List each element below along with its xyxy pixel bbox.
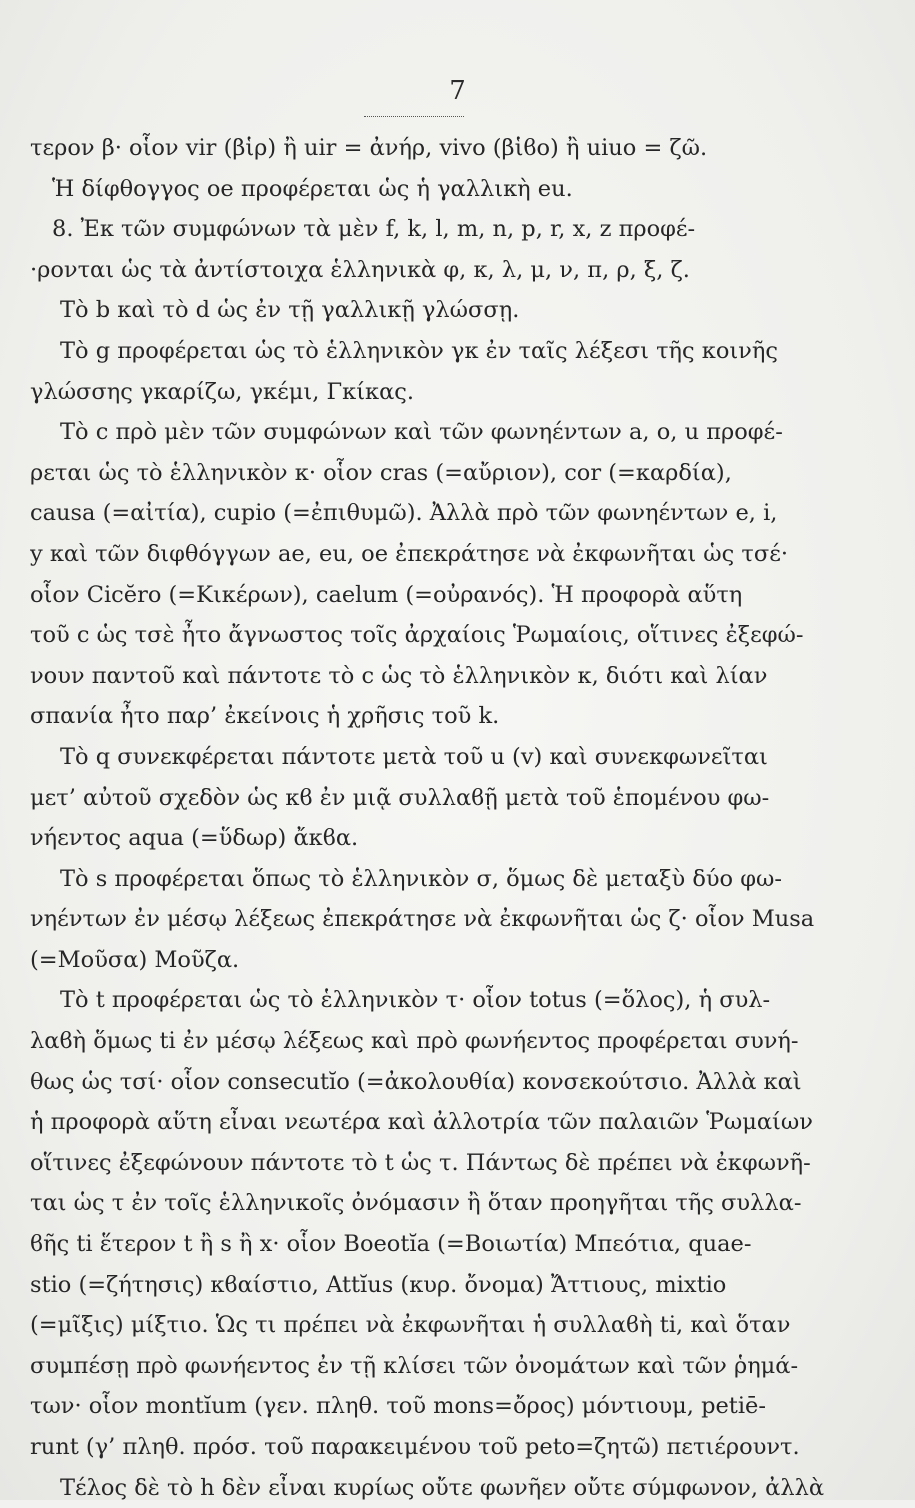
text-line: οἵτινες ἐξεφώνουν πάντοτε τὸ t ὡς τ. Πάντως δὲ πρέπει νὰ ἐκφωνῆ- [30, 1149, 811, 1176]
text-line: τοῦ c ὡς τσὲ ἦτο ἄγνωστος τοῖς ἀρχαίοις Ῥωμαίοις, οἵτινες ἐξεφώ- [30, 622, 804, 649]
text-line: Ἡ δίφθογγος oe προφέρεται ὡς ἡ γαλλικὴ eu. [52, 175, 573, 202]
text-line: σπανία ἦτο παρ’ ἐκείνοις ἡ χρῆσις τοῦ k. [30, 703, 500, 730]
text-line: των· οἷον montĭum (γεν. πληθ. τοῦ mons=ὄρος) μόντιουμ, petiē- [30, 1393, 766, 1420]
text-line: (=Μοῦσα) Μοῦζα. [30, 946, 240, 973]
text-line: Τὸ c πρὸ μὲν τῶν συμφώνων καὶ τῶν φωνηέντων a, o, u προφέ- [60, 419, 783, 446]
text-line: οἷον Cicĕro (=Κικέρων), caelum (=οὐρανός). Ἡ προφορὰ αὕτη [30, 581, 743, 608]
text-line: νήεντος aqua (=ὕδωρ) ἄκϐα. [30, 825, 359, 852]
text-line: Τὸ q συνεκφέρεται πάντοτε μετὰ τοῦ u (v) καὶ συνεκφωνεῖται [60, 743, 768, 770]
page-number: 7 [449, 76, 466, 106]
body-text [30, 128, 830, 1508]
text-line: νηέντων ἐν μέσῳ λέξεως ἐπεκράτησε νὰ ἐκφωνῆται ὡς ζ· οἷον Musa [30, 906, 815, 933]
text-line: Τὸ g προφέρεται ὡς τὸ ἑλληνικὸν γκ ἐν ταῖς λέξεσι τῆς κοινῆς [60, 337, 778, 364]
text-line: νουν παντοῦ καὶ πάντοτε τὸ c ὡς τὸ ἑλληνικὸν κ, διότι καὶ λίαν [30, 662, 768, 689]
header-rule [364, 116, 464, 117]
text-line: ϐῆς ti ἕτερον t ἢ s ἢ x· οἷον Boeotĭa (=Βοιωτία) Μπεότια, quae- [30, 1231, 752, 1258]
text-line: Τὸ t προφέρεται ὡς τὸ ἑλληνικὸν τ· οἷον totus (=ὅλος), ἡ συλ- [60, 987, 771, 1014]
text-line: Τέλος δὲ τὸ h δὲν εἶναι κυρίως οὔτε φωνῆεν οὔτε σύμφωνον, ἀλλὰ [60, 1474, 825, 1501]
text-line: causa (=αἰτία), cupio (=ἐπιθυμῶ). Ἀλλὰ πρὸ τῶν φωνηέντων e, i, [30, 500, 778, 527]
text-line: γλώσσης γκαρίζω, γκέμι, Γκίκας. [30, 378, 415, 405]
text-line: 8. Ἐκ τῶν συμφώνων τὰ μὲν f, k, l, m, n, p, r, x, z προφέ- [52, 216, 696, 243]
text-line: συμπέσῃ πρὸ φωνήεντος ἐν τῇ κλίσει τῶν ὀνομάτων καὶ τῶν ῥημά- [30, 1352, 799, 1379]
text-line: Τὸ b καὶ τὸ d ὡς ἐν τῇ γαλλικῇ γλώσσῃ. [60, 297, 520, 324]
text-line: τερον β· οἷον vir (βἱρ) ἢ uir = ἀνήρ, vivo (βἱϐο) ἢ uiuo = ζῶ. [30, 135, 708, 161]
text-line: μετ’ αὐτοῦ σχεδὸν ὡς κϐ ἐν μιᾷ συλλαϐῇ μετὰ τοῦ ἑπομένου φω- [30, 784, 770, 811]
text-line: ·ρονται ὡς τὰ ἀντίστοιχα ἑλληνικὰ φ, κ, λ, μ, ν, π, ρ, ξ, ζ. [30, 256, 690, 283]
text-line: θως ὡς τσί· οἷον consecutĭo (=ἀκολουθία) κονσεκούτσιο. Ἀλλὰ καὶ [30, 1068, 802, 1095]
text-line: λαϐὴ ὅμως ti ἐν μέσῳ λέξεως καὶ πρὸ φωνήεντος προφέρεται συνή- [30, 1028, 799, 1055]
text-line: ἡ προφορὰ αὕτη εἶναι νεωτέρα καὶ ἀλλοτρία τῶν παλαιῶν Ῥωμαίων [30, 1109, 813, 1136]
text-line: Τὸ s προφέρεται ὅπως τὸ ἑλληνικὸν σ, ὅμως δὲ μεταξὺ δύο φω- [60, 865, 782, 892]
text-line: (=μῖξις) μίξτιο. Ὡς τι πρέπει νὰ ἐκφωνῆται ἡ συλλαϐὴ ti, καὶ ὅταν [30, 1312, 791, 1339]
text-line: runt (γ’ πληθ. πρόσ. τοῦ παρακειμένου τοῦ peto=ζητῶ) πετιέρουντ. [30, 1434, 800, 1460]
text-line: ρεται ὡς τὸ ἑλληνικὸν κ· οἷον cras (=αὔριον), cor (=καρδία), [30, 459, 732, 486]
text-line: y καὶ τῶν διφθόγγων ae, eu, oe ἐπεκράτησε νὰ ἐκφωνῆται ὡς τσέ· [30, 540, 789, 567]
text-line: ται ὡς τ ἐν τοῖς ἑλληνικοῖς ὀνόμασιν ἢ ὅταν προηγῆται τῆς συλλα- [30, 1190, 802, 1217]
text-line: stio (=ζήτησις) κϐαίστιο, Attĭus (κυρ. ὄνομα) Ἄττιους, mixtio [30, 1271, 727, 1298]
